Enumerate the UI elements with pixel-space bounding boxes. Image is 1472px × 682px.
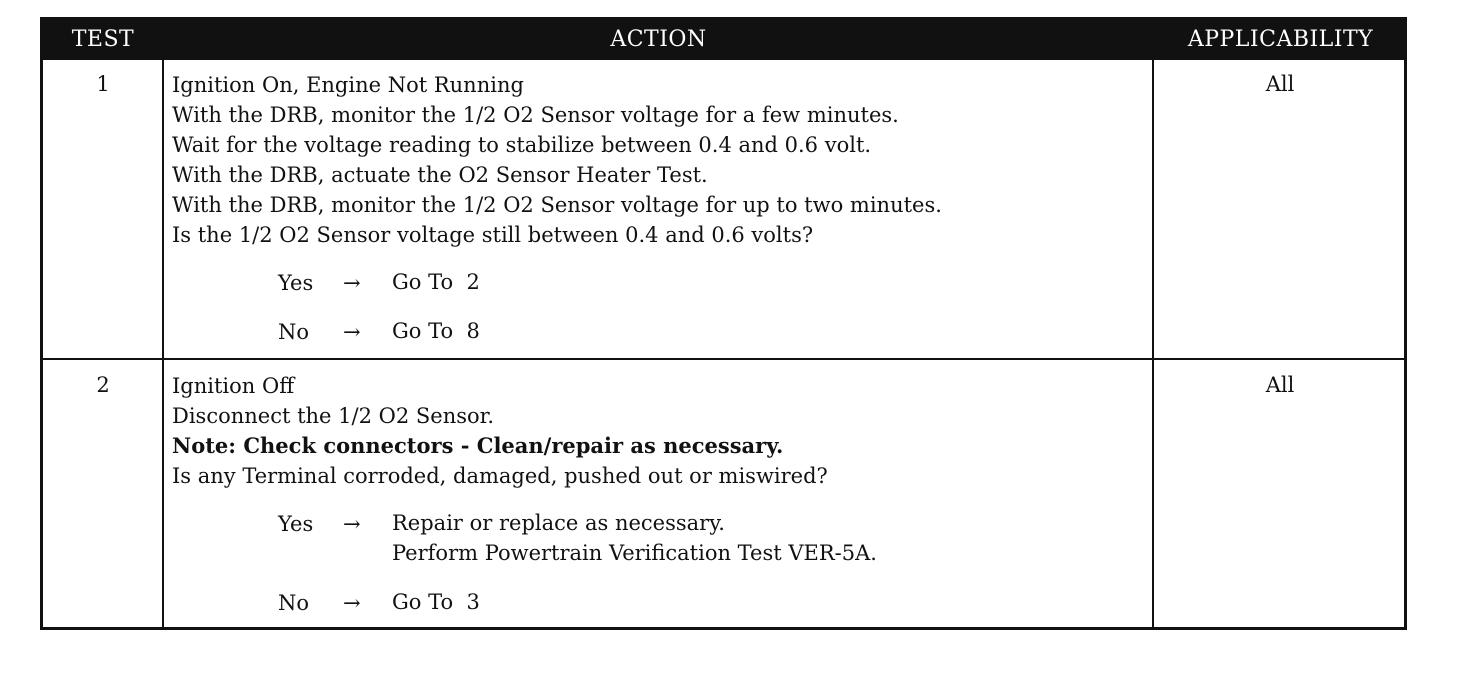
action-line: Wait for the voltage reading to stabilize between 0.4 and 0.6 volt.: [172, 133, 872, 157]
diagnostic-table: [40, 17, 1407, 630]
yes-result-line: Perform Powertrain Verification Test VER-5A.: [392, 541, 877, 565]
header-action: ACTION: [610, 27, 707, 52]
header-test: TEST: [71, 27, 135, 52]
applicability-value: All: [1265, 72, 1295, 96]
arrow-icon: →: [343, 320, 361, 344]
action-line: Is any Terminal corroded, damaged, pushed out or miswired?: [172, 464, 828, 488]
action-line: Ignition On, Engine Not Running: [172, 73, 524, 97]
row-divider: [43, 358, 1404, 360]
yes-result: [392, 508, 877, 568]
table-header: [43, 20, 1404, 60]
yes-result: Go To 2: [392, 270, 480, 294]
yes-result-line: Repair or replace as necessary.: [392, 511, 725, 535]
action-line: Ignition Off: [172, 374, 295, 398]
no-result: Go To 3: [392, 590, 480, 614]
applicability-value: All: [1265, 373, 1295, 397]
header-applicability: APPLICABILITY: [1187, 27, 1374, 52]
note-line: Note: Check connectors - Clean/repair as necessary.: [172, 433, 784, 458]
no-label: No: [278, 320, 310, 344]
action-line: Is the 1/2 O2 Sensor voltage still between 0.4 and 0.6 volts?: [172, 223, 814, 247]
action-line: With the DRB, monitor the 1/2 O2 Sensor voltage for up to two minutes.: [172, 193, 942, 217]
test-number: 2: [96, 373, 110, 397]
arrow-icon: →: [343, 512, 361, 536]
column-divider: [162, 60, 164, 627]
column-divider: [1152, 60, 1154, 627]
yes-label: Yes: [278, 271, 314, 295]
action-line: With the DRB, monitor the 1/2 O2 Sensor voltage for a few minutes.: [172, 103, 899, 127]
action-line: Disconnect the 1/2 O2 Sensor.: [172, 404, 495, 428]
yes-label: Yes: [278, 512, 314, 536]
action-line: With the DRB, actuate the O2 Sensor Heater Test.: [172, 163, 708, 187]
no-label: No: [278, 591, 310, 615]
arrow-icon: →: [343, 591, 361, 615]
action-text: [172, 70, 942, 250]
no-result: Go To 8: [392, 319, 480, 343]
test-number: 1: [96, 72, 110, 96]
action-text: [172, 371, 828, 491]
arrow-icon: →: [343, 271, 361, 295]
